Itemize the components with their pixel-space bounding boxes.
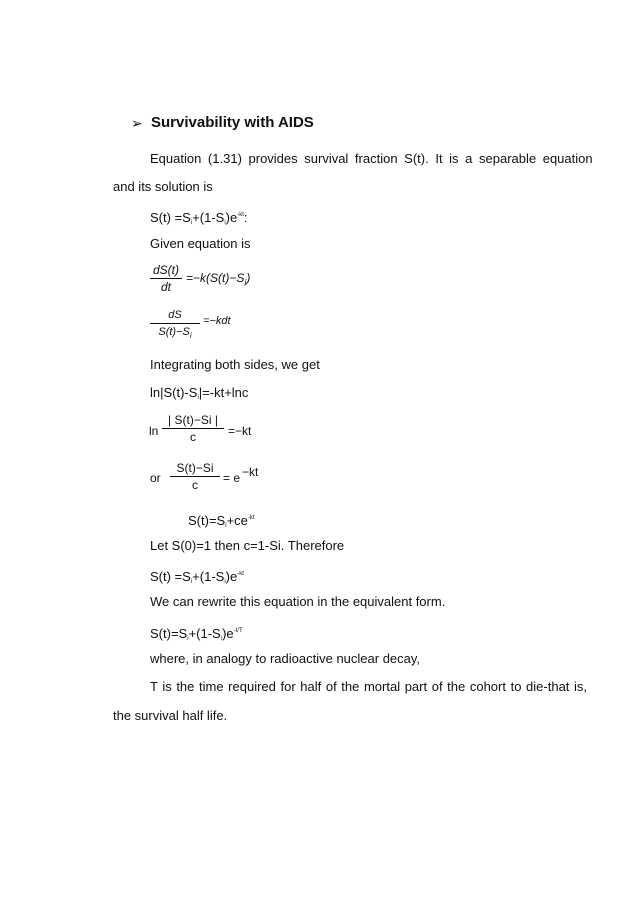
solution-equation: $S(t) =S_i+(1-S_i)e^{-kt}$: — [150, 210, 248, 226]
fraction — [150, 263, 182, 294]
section-heading: Survivability with AIDS — [151, 114, 314, 131]
or-prefix: or — [150, 471, 161, 485]
paragraph-line: and its solution is — [113, 179, 213, 194]
text-line: Integrating both sides, we get — [150, 357, 320, 372]
paragraph-line: Equation (1.31) provides survival fraction S(t). It is a separable equation — [150, 151, 593, 166]
ln-prefix: ln — [149, 424, 159, 438]
integrated-equation: $\ln|S(t)-S_i|=-kt+\ln c$ — [150, 385, 249, 401]
paragraph-line: T is the time required for half of the mortal part of the cohort to die-that is, — [150, 679, 588, 694]
fraction — [162, 413, 224, 444]
fraction-bar — [170, 476, 220, 477]
fraction-denominator: $S(t)-S_i$ — [158, 326, 192, 341]
bullet-icon: ➢ — [131, 115, 143, 131]
paragraph-line: the survival half life. — [113, 708, 228, 723]
fraction-bar — [150, 278, 182, 279]
fraction-denominator: dt — [160, 280, 171, 294]
fraction-numerator: dS(t) — [152, 263, 179, 277]
fraction-denominator: c — [192, 478, 198, 492]
fraction-bar — [150, 323, 200, 324]
fraction-numerator: | S(t)−Si | — [168, 413, 218, 427]
equation-rhs: =−kdt — [203, 315, 231, 327]
text-line: where, in analogy to radioactive nuclear decay, — [150, 651, 421, 666]
fraction — [150, 308, 200, 343]
text-line: Let S(0)=1 then c=1-Si. Therefore — [150, 538, 345, 553]
fraction-bar — [162, 428, 224, 429]
equation-rhs: =−kt — [228, 424, 252, 438]
equation-rhs: $=-k(S(t)-S_i)$ — [186, 271, 251, 288]
fraction-numerator: S(t)−Si — [176, 461, 214, 475]
solution-equation: $S(t)=S_i+ce^{-kt}$ — [188, 513, 255, 529]
text-line: Given equation is — [150, 236, 251, 251]
fraction-numerator: dS — [168, 309, 182, 321]
solution-equation: $S(t)=S_i+(1-S_i)e^{-t/T}$ — [150, 626, 243, 642]
solution-equation: $S(t) =S_i+(1-S_i)e^{-kt}$ — [150, 569, 244, 585]
equation-rhs: = e −kt — [223, 465, 259, 485]
fraction — [170, 461, 220, 492]
fraction-denominator: c — [190, 430, 196, 444]
text-line: We can rewrite this equation in the equivalent form. — [150, 594, 446, 609]
